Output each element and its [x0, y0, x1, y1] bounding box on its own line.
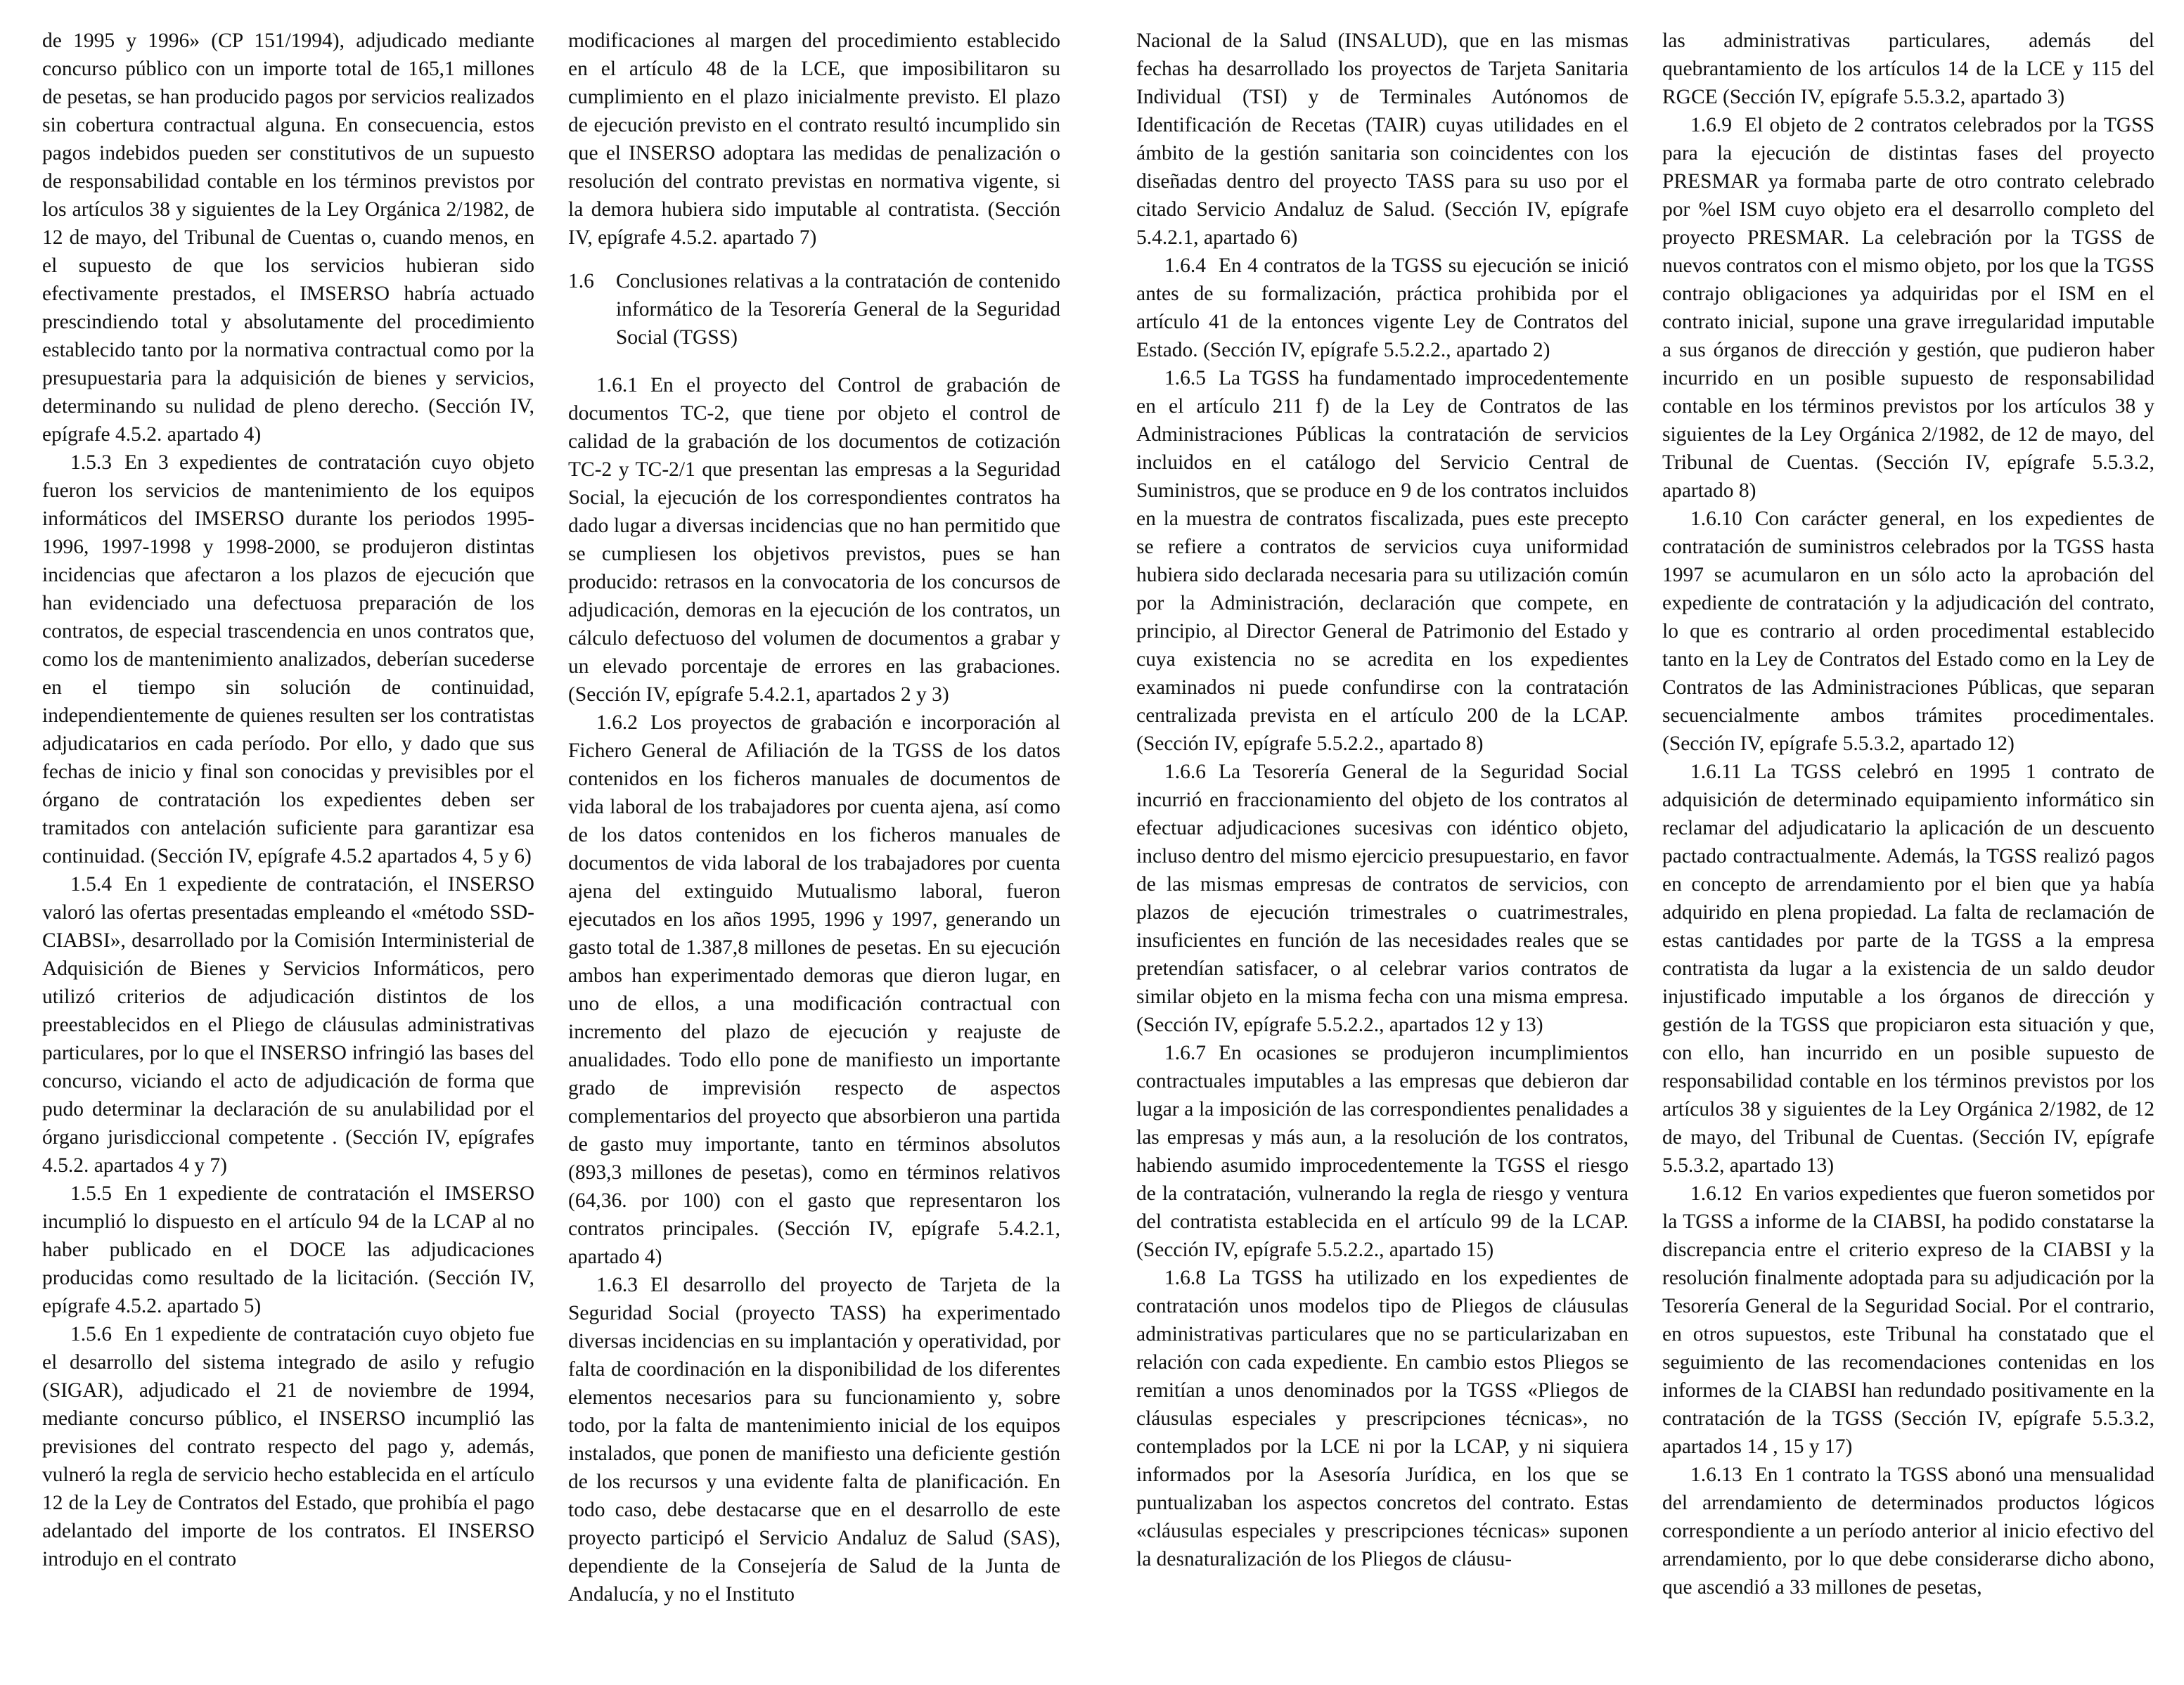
numbered-paragraph	[568, 1271, 1060, 1608]
paragraph-number: 1.6.7	[1164, 1042, 1206, 1064]
paragraph-text: En 1 contrato la TGSS abonó una mensualidad del arrendamiento de determinados productos lógicos correspondiente a un período anterior al inicio efectivo del arrendamiento, por lo que debe considerarse dicho abono, que ascendió a 33 millones de pesetas,	[1662, 1464, 2154, 1599]
paragraph-number: 1.6.12	[1690, 1182, 1742, 1205]
numbered-paragraph	[42, 448, 534, 870]
continued-paragraph	[568, 27, 1060, 252]
paragraph-text: El objeto de 2 contratos celebrados por la TGSS para la ejecución de distintas fases del proyecto PRESMAR ya formaba parte de otro contrato celebrado por %el ISM cuyo objeto era el desarrollo completo del proyecto PRESMAR. La celebración por la TGSS de nuevos contratos con el mismo objeto, por los que la TGSS contrajo obligaciones ya adquiridas por el ISM en el contrato inicial, supone una grave irregularidad imputable a sus órganos de dirección y gestión, que pudieron haber incurrido en un posible supuesto de responsabilidad contable en los términos previstos por los artículos 38 y siguientes de la Ley Orgánica 2/1982, de 12 de mayo, del Tribunal de Cuentas. (Sección IV, epígrafe 5.5.3.2, apartado 8)	[1662, 114, 2155, 502]
numbered-paragraph	[1662, 758, 2154, 1180]
numbered-paragraph	[1136, 252, 1629, 364]
left-page	[42, 0, 1062, 1685]
paragraph-text: En ocasiones se produjeron incumplimientos contractuales imputables a las empresas que debieron dar lugar a la imposición de las correspondientes penalidades a las empresas y más aun, a la resolución de los contratos, habiendo asumido improcedentemente la TGSS el riesgo de la contratación, vulnerando la regla de riesgo y ventura del contratista establecida en el artículo 99 de la LCAP. (Sección IV, epígrafe 5.5.2.2., apartado 15)	[1136, 1042, 1629, 1261]
section-heading	[568, 267, 1060, 351]
numbered-paragraph	[1662, 505, 2154, 758]
paragraph-number: 1.6.1	[596, 374, 638, 396]
right-page	[1136, 0, 2156, 1685]
paragraph-text: En varios expedientes que fueron sometidos por la TGSS a informe de la CIABSI, ha podido constatarse la discrepancia entre el criterio expreso de la CIABSI y la resolución finalmente adoptada para su adjudicación por la Tesorería General de la Seguridad Social. Por el contrario, en otros supuestos, este Tribunal ha constatado que el seguimiento de las recomendaciones contenidas en los informes de la CIABSI han redundado positivamente en la contratación de la TGSS (Sección IV, epígrafe 5.5.3.2, apartados 14 , 15 y 17)	[1662, 1182, 2154, 1458]
paragraph-number: 1.6.3	[596, 1274, 638, 1296]
numbered-paragraph	[568, 709, 1060, 1271]
numbered-paragraph	[42, 1320, 534, 1573]
paragraph-number: 1.6.2	[596, 711, 638, 734]
paragraph-text: Los proyectos de grabación e incorporación al Fichero General de Afiliación de la TGSS de los datos contenidos en los ficheros manuales de documentos de vida laboral de los trabajadores por cuenta ajena, así como de los datos contenidos en los ficheros manuales de documentos de vida laboral de los trabajadores por cuenta ajena del extinguido Mutualismo laboral, fueron ejecutados en los años 1995, 1996 y 1997, generando un gasto total de 1.387,8 millones de pesetas. En su ejecución ambos han experimentado demoras que dieron lugar, en uno de ellos, a una modificación contractual con incremento del plazo de ejecución y reajuste de anualidades. Todo ello pone de manifiesto un importante grado de imprevisión respecto de aspectos complementarios del proyecto que absorbieron una partida de gasto muy importante, tanto en términos absolutos (893,3 millones de pesetas), como en términos relativos (64,36. por 100) con el gasto que representaron los contratos principales. (Sección IV, epígrafe 5.4.2.1, apartado 4)	[568, 711, 1060, 1268]
numbered-paragraph	[1662, 1461, 2154, 1601]
paragraph-number: 1.6.8	[1164, 1267, 1206, 1289]
column-2	[568, 27, 1060, 1608]
numbered-paragraph	[1662, 1180, 2154, 1461]
section-heading-number: 1.6	[568, 270, 594, 292]
paragraph-text: El desarrollo del proyecto de Tarjeta de la Seguridad Social (proyecto TASS) ha experimentado diversas incidencias en su implantación y operatividad, por falta de coordinación en la disponibilidad de los diferentes elementos necesarios para su funcionamiento y, sobre todo, por la falta de mantenimiento inicial de los equipos instalados, que ponen de manifiesto una deficiente gestión de los recursos y una evidente falta de planificación. En todo caso, debe destacarse que en el desarrollo de este proyecto participó el Servicio Andaluz de Salud (SAS), dependiente de la Consejería de Salud de la Junta de Andalucía, y no el Instituto	[568, 1274, 1060, 1606]
paragraph-number: 1.6.11	[1690, 761, 1742, 783]
paragraph-text: En 1 expediente de contratación cuyo objeto fue el desarrollo del sistema integrado de asilo y refugio (SIGAR), adjudicado el 21 de noviembre de 1994, mediante concurso público, el INSERSO incumplió las previsiones del contrato respecto del pago y, además, vulneró la regla de servicio hecho establecida en el artículo 12 de la Ley de Contratos del Estado, que prohibía el pago adelantado del importe de los contratos. El INSERSO introdujo en el contrato	[42, 1323, 534, 1570]
paragraph-number: 1.5.5	[70, 1182, 112, 1205]
numbered-paragraph	[1136, 758, 1629, 1039]
numbered-paragraph	[42, 1180, 534, 1320]
numbered-paragraph	[1662, 111, 2154, 505]
column-1	[42, 27, 534, 1573]
paragraph-number: 1.5.3	[70, 451, 112, 474]
numbered-paragraph	[1136, 364, 1629, 758]
paragraph-text: En 4 contratos de la TGSS su ejecución se inició antes de su formalización, práctica prohibida por el artículo 41 de la entonces vigente Ley de Contratos del Estado. (Sección IV, epígrafe 5.5.2.2., apartado 2)	[1136, 254, 1629, 361]
column-3	[1136, 27, 1629, 1573]
paragraph-number: 1.6.13	[1690, 1464, 1742, 1486]
paragraph-number: 1.6.4	[1164, 254, 1206, 277]
paragraph-number: 1.6.6	[1164, 761, 1206, 783]
column-4	[1662, 27, 2154, 1601]
paragraph-text: La TGSS ha fundamentado improcedentemente en el artículo 211 f) de la Ley de Contratos de las Administraciones Públicas la contratación de servicios incluidos en el catálogo del Servicio Central de Suministros, que se produce en 9 de los contratos incluidos en la muestra de contratos fiscalizada, pues este precepto se refiere a contratos de servicios cuya uniformidad hubiera sido declarada necesaria para su utilización común por la Administración, declaración que compete, en principio, al Director General de Patrimonio del Estado y cuya existencia no se acredita en los expedientes examinados ni puede confundirse con la contratación centralizada prevista en el artículo 200 de la LCAP. (Sección IV, epígrafe 5.5.2.2., apartado 8)	[1136, 367, 1629, 755]
continued-paragraph	[1662, 27, 2154, 111]
numbered-paragraph	[1136, 1039, 1629, 1264]
continued-paragraph	[42, 27, 534, 448]
paragraph-text: En 1 expediente de contratación, el INSERSO valoró las ofertas presentadas empleando el «método SSD-CIABSI», desarrollado por la Comisión Interministerial de Adquisición de Bienes y Servicios Informáticos, pero utilizó criterios de adjudicación distintos de los preestablecidos en el Pliego de cláusulas administrativas particulares, por lo que el INSERSO infringió las bases del concurso, viciando el acto de adjudicación de forma que pudo determinar la declaración de su anulabilidad por el órgano jurisdiccional competente . (Sección IV, epígrafes 4.5.2. apartados 4 y 7)	[42, 873, 534, 1177]
paragraph-text: La TGSS ha utilizado en los expedientes de contratación unos modelos tipo de Pliegos de cláusulas administrativas particulares que no se particularizaban en relación con cada expediente. En cambio estos Pliegos se remitían a unos denominados por la TGSS «Pliegos de cláusulas especiales y prescripciones técnicas», no contemplados por la LCE ni por la LCAP, y ni siquiera informados por la Asesoría Jurídica, en los que se puntualizaban los aspectos concretos del contrato. Estas «cláusulas especiales y prescripciones técnicas» suponen la desnaturalización de los Pliegos de cláusu-	[1136, 1267, 1629, 1570]
paragraph-number: 1.5.6	[70, 1323, 112, 1345]
paragraph-text: En 1 expediente de contratación el IMSERSO incumplió lo dispuesto en el artículo 94 de la LCAP al no haber publicado en el DOCE las adjudicaciones producidas como resultado de la licitación. (Sección IV, epígrafe 4.5.2. apartado 5)	[42, 1182, 534, 1317]
numbered-paragraph	[1136, 1264, 1629, 1573]
paragraph-text: En 3 expedientes de contratación cuyo objeto fueron los servicios de mantenimiento de los equipos informáticos del IMSERSO durante los periodos 1995-1996, 1997-1998 y 1998-2000, se produjeron distintas incidencias que afectaron a los plazos de ejecución que han evidenciado una defectuosa preparación de los contratos, de especial trascendencia en unos contratos que, como los de mantenimiento analizados, deberían sucederse en el tiempo sin solución de continuidad, independientemente de quienes resulten ser los contratistas adjudicatarios en cada período. Por ello, y dado que sus fechas de inicio y final son conocidas y previsibles por el órgano de contratación los expedientes deben ser tramitados con antelación suficiente para garantizar esa continuidad. (Sección IV, epígrafe 4.5.2 apartados 4, 5 y 6)	[42, 451, 534, 867]
paragraph-number: 1.5.4	[70, 873, 112, 896]
paragraph-text: Nacional de la Salud (INSALUD), que en las mismas fechas ha desarrollado los proyectos de Tarjeta Sanitaria Individual (TSI) y de Terminales Autónomos de Identificación de Recetas (TAIR) cuyas utilidades en el ámbito de la gestión sanitaria son coincidentes con los diseñadas dentro del proyecto TASS para su uso por el citado Servicio Andaluz de Salud. (Sección IV, epígrafe 5.4.2.1, apartado 6)	[1136, 30, 1629, 249]
paragraph-text: La TGSS celebró en 1995 1 contrato de adquisición de determinado equipamiento informático sin reclamar del adjudicatario la aplicación de un descuento pactado contractualmente. Además, la TGSS realizó pagos en concepto de arrendamiento por el bien que ya había adquirido en plena propiedad. La falta de reclamación de estas cantidades por parte de la TGSS a la empresa contratista da lugar a la existencia de un saldo deudor injustificado imputable a los órganos de dirección y gestión de la TGSS que propiciaron esta situación y que, con ello, han incurrido en un posible supuesto de responsabilidad contable en los términos previstos por los artículos 38 y siguientes de la Ley Orgánica 2/1982, de 12 de mayo, del Tribunal de Cuentas. (Sección IV, epígrafe 5.5.3.2, apartado 13)	[1662, 761, 2154, 1177]
paragraph-text: Con carácter general, en los expedientes de contratación de suministros celebrados por la TGSS hasta 1997 se acumularon en un sólo acto la aprobación del expediente de contratación y la adjudicación del contrato, lo que es contrario al orden procedimental establecido tanto en la Ley de Contratos del Estado como en la Ley de Contratos de las Administraciones Públicas, que separan secuencialmente ambos trámites procedimentales. (Sección IV, epígrafe 5.5.3.2, apartado 12)	[1662, 508, 2154, 755]
paragraph-text: La Tesorería General de la Seguridad Social incurrió en fraccionamiento del objeto de los contratos al efectuar adjudicaciones sucesivas con idéntico objeto, incluso dentro del mismo ejercicio presupuestario, en favor de las mismas empresas de contratos de servicios, con plazos de ejecución trimestrales o cuatrimestrales, insuficientes en función de las necesidades reales que se pretendían satisfacer, o al celebrar varios contratos de similar objeto en la misma fecha con una misma empresa. (Sección IV, epígrafe 5.5.2.2., apartados 12 y 13)	[1136, 761, 1629, 1036]
paragraph-text: modificaciones al margen del procedimiento establecido en el artículo 48 de la LCE, que imposibilitaron su cumplimiento en el plazo inicialmente previsto. El plazo de ejecución previsto en el contrato resultó incumplido sin que el INSERSO adoptara las medidas de penalización o resolución del contrato previstas en normativa vigente, si la demora hubiera sido imputable al contratista. (Sección IV, epígrafe 4.5.2. apartado 7)	[568, 30, 1060, 249]
continued-paragraph	[1136, 27, 1629, 252]
paragraph-text: de 1995 y 1996» (CP 151/1994), adjudicado mediante concurso público con un importe total de 165,1 millones de pesetas, se han producido pagos por servicios realizados sin cobertura contractual alguna. En consecuencia, estos pagos indebidos pueden ser constitutivos de un supuesto de responsabilidad contable en los términos previstos por los artículos 38 y siguientes de la Ley Orgánica 2/1982, de 12 de mayo, del Tribunal de Cuentas o, cuando menos, en el supuesto de que los servicios hubieran sido efectivamente prestados, el IMSERSO habría actuado prescindiendo total y absolutamente del procedimiento establecido tanto por la normativa contractual como por la presupuestaria para la adquisición de bienes y servicios, determinando su nulidad de pleno derecho. (Sección IV, epígrafe 4.5.2. apartado 4)	[42, 30, 534, 446]
paragraph-number: 1.6.9	[1690, 114, 1732, 136]
section-heading-title: Conclusiones relativas a la contratación de contenido informático de la Tesorería General de la Seguridad Social (TGSS)	[616, 270, 1060, 349]
paragraph-text: las administrativas particulares, además del quebrantamiento de los artículos 14 de la LCE y 115 del RGCE (Sección IV, epígrafe 5.5.3.2, apartado 3)	[1662, 30, 2154, 108]
paragraph-number: 1.6.10	[1690, 508, 1742, 530]
numbered-paragraph	[42, 870, 534, 1180]
paragraph-number: 1.6.5	[1164, 367, 1206, 389]
paragraph-text: En el proyecto del Control de grabación de documentos TC-2, que tiene por objeto el control de calidad de la grabación de los documentos de cotización TC-2 y TC-2/1 que presentan las empresas a la Seguridad Social, la ejecución de los correspondientes contratos ha dado lugar a diversas incidencias que no han permitido que se cumpliesen los objetivos previstos, pues se han producido: retrasos en la convocatoria de los concursos de adjudicación, demoras en la ejecución de los contratos, un cálculo defectuoso del volumen de documentos a grabar y un elevado porcentaje de errores en las grabaciones. (Sección IV, epígrafe 5.4.2.1, apartados 2 y 3)	[568, 374, 1060, 706]
numbered-paragraph	[568, 371, 1060, 709]
